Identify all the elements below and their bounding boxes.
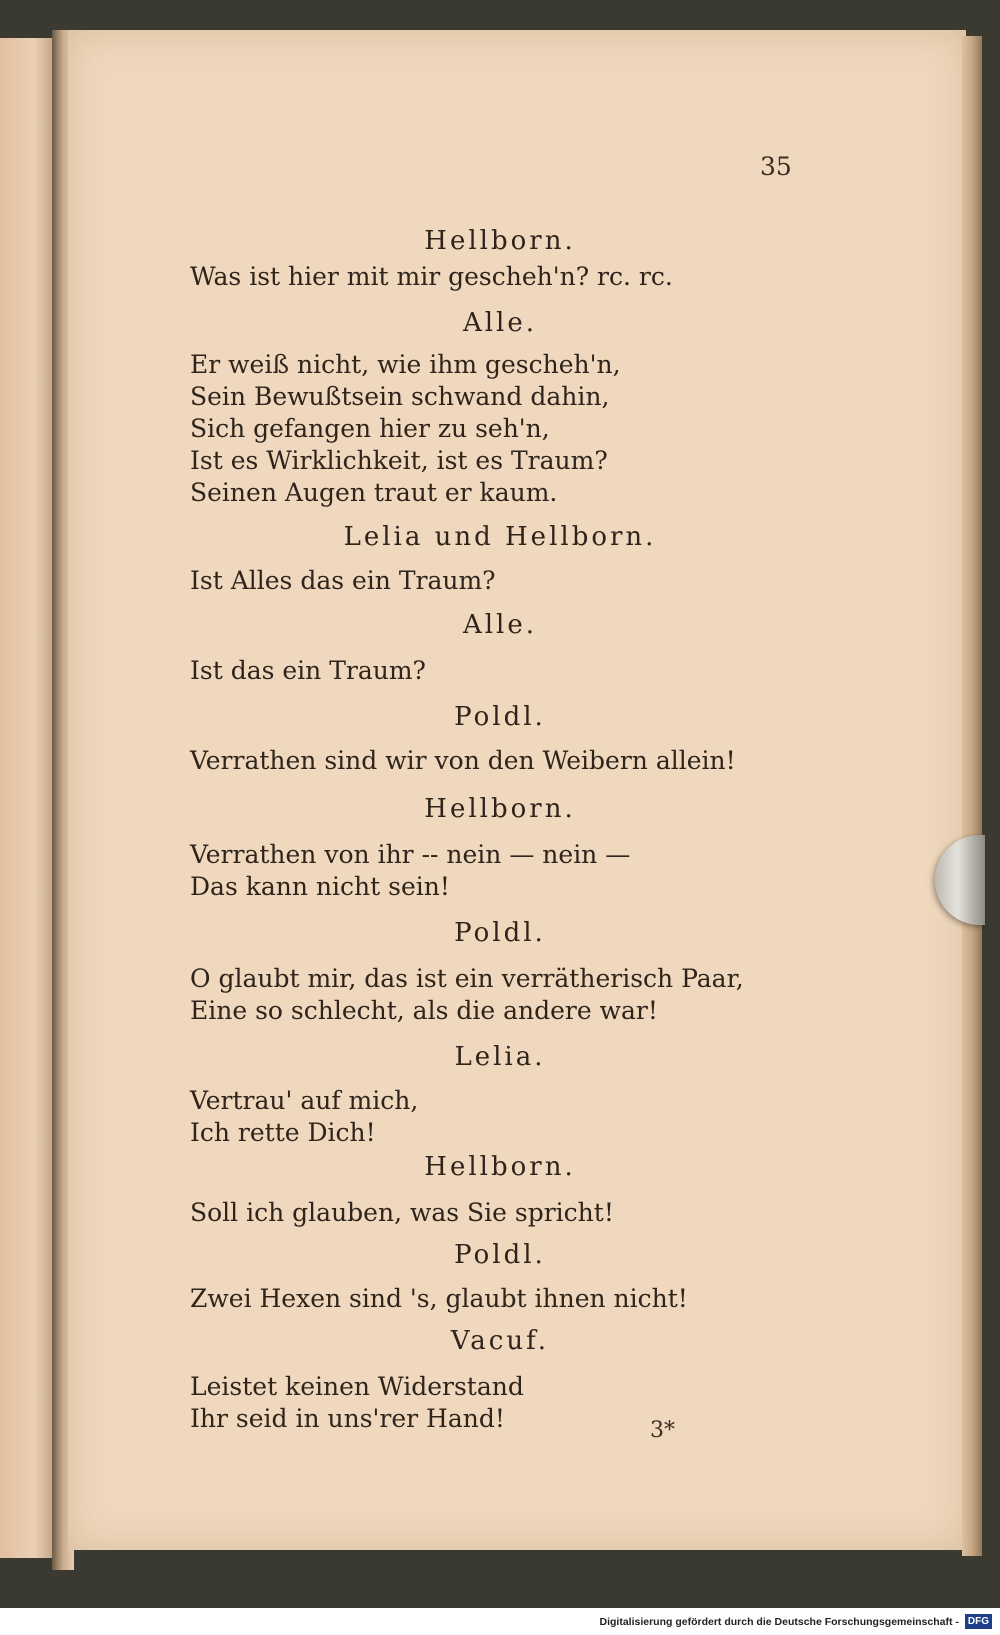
- verse-line: Eine so schlecht, als die andere war!: [190, 996, 658, 1025]
- verse-line: Sein Bewußtsein schwand dahin,: [190, 382, 610, 411]
- speaker-heading: Lelia und Hellborn.: [343, 522, 657, 552]
- dfg-logo: DFG: [965, 1614, 992, 1629]
- printer-signature: 3*: [650, 1418, 675, 1443]
- speaker-heading: Alle.: [462, 308, 538, 338]
- verse-line: Vertrau' auf mich,: [190, 1086, 419, 1115]
- speaker-heading: Hellborn.: [424, 1152, 576, 1182]
- verse-line: Ist Alles das ein Traum?: [190, 566, 496, 595]
- speaker-heading: Poldl.: [454, 1240, 546, 1270]
- verse-line: Verrathen von ihr -- nein — nein —: [190, 840, 631, 869]
- verse-line: Ich rette Dich!: [190, 1118, 376, 1147]
- digitization-footer: [0, 1608, 1000, 1635]
- speaker-heading: Poldl.: [454, 702, 546, 732]
- funding-notice: Digitalisierung gefördert durch die Deutsche Forschungsgemeinschaft -: [599, 1615, 959, 1628]
- verse-line: Sich gefangen hier zu seh'n,: [190, 414, 550, 443]
- verse-line: Ist das ein Traum?: [190, 656, 426, 685]
- speaker-heading: Lelia.: [454, 1042, 546, 1072]
- verse-line: Was ist hier mit mir gescheh'n? rc. rc.: [190, 262, 673, 291]
- speaker-heading: Vacuf.: [450, 1326, 550, 1356]
- page-number: 35: [760, 152, 792, 181]
- speaker-heading: Poldl.: [454, 918, 546, 948]
- verse-line: Er weiß nicht, wie ihm gescheh'n,: [190, 350, 621, 379]
- verse-line: Verrathen sind wir von den Weibern allein!: [190, 746, 736, 775]
- speaker-heading: Hellborn.: [424, 794, 576, 824]
- verse-line: Seinen Augen traut er kaum.: [190, 478, 558, 507]
- speaker-heading: Alle.: [462, 610, 538, 640]
- verse-line: Soll ich glauben, was Sie spricht!: [190, 1198, 614, 1227]
- verse-line: Ihr seid in uns'rer Hand!: [190, 1404, 505, 1433]
- verse-line: Das kann nicht sein!: [190, 872, 450, 901]
- verse-line: Ist es Wirklichkeit, ist es Traum?: [190, 446, 608, 475]
- verse-line: Zwei Hexen sind 's, glaubt ihnen nicht!: [190, 1284, 688, 1313]
- verse-line: O glaubt mir, das ist ein verrätherisch Paar,: [190, 964, 744, 993]
- speaker-heading: Hellborn.: [424, 226, 576, 256]
- verse-line: Leistet keinen Widerstand: [190, 1372, 524, 1401]
